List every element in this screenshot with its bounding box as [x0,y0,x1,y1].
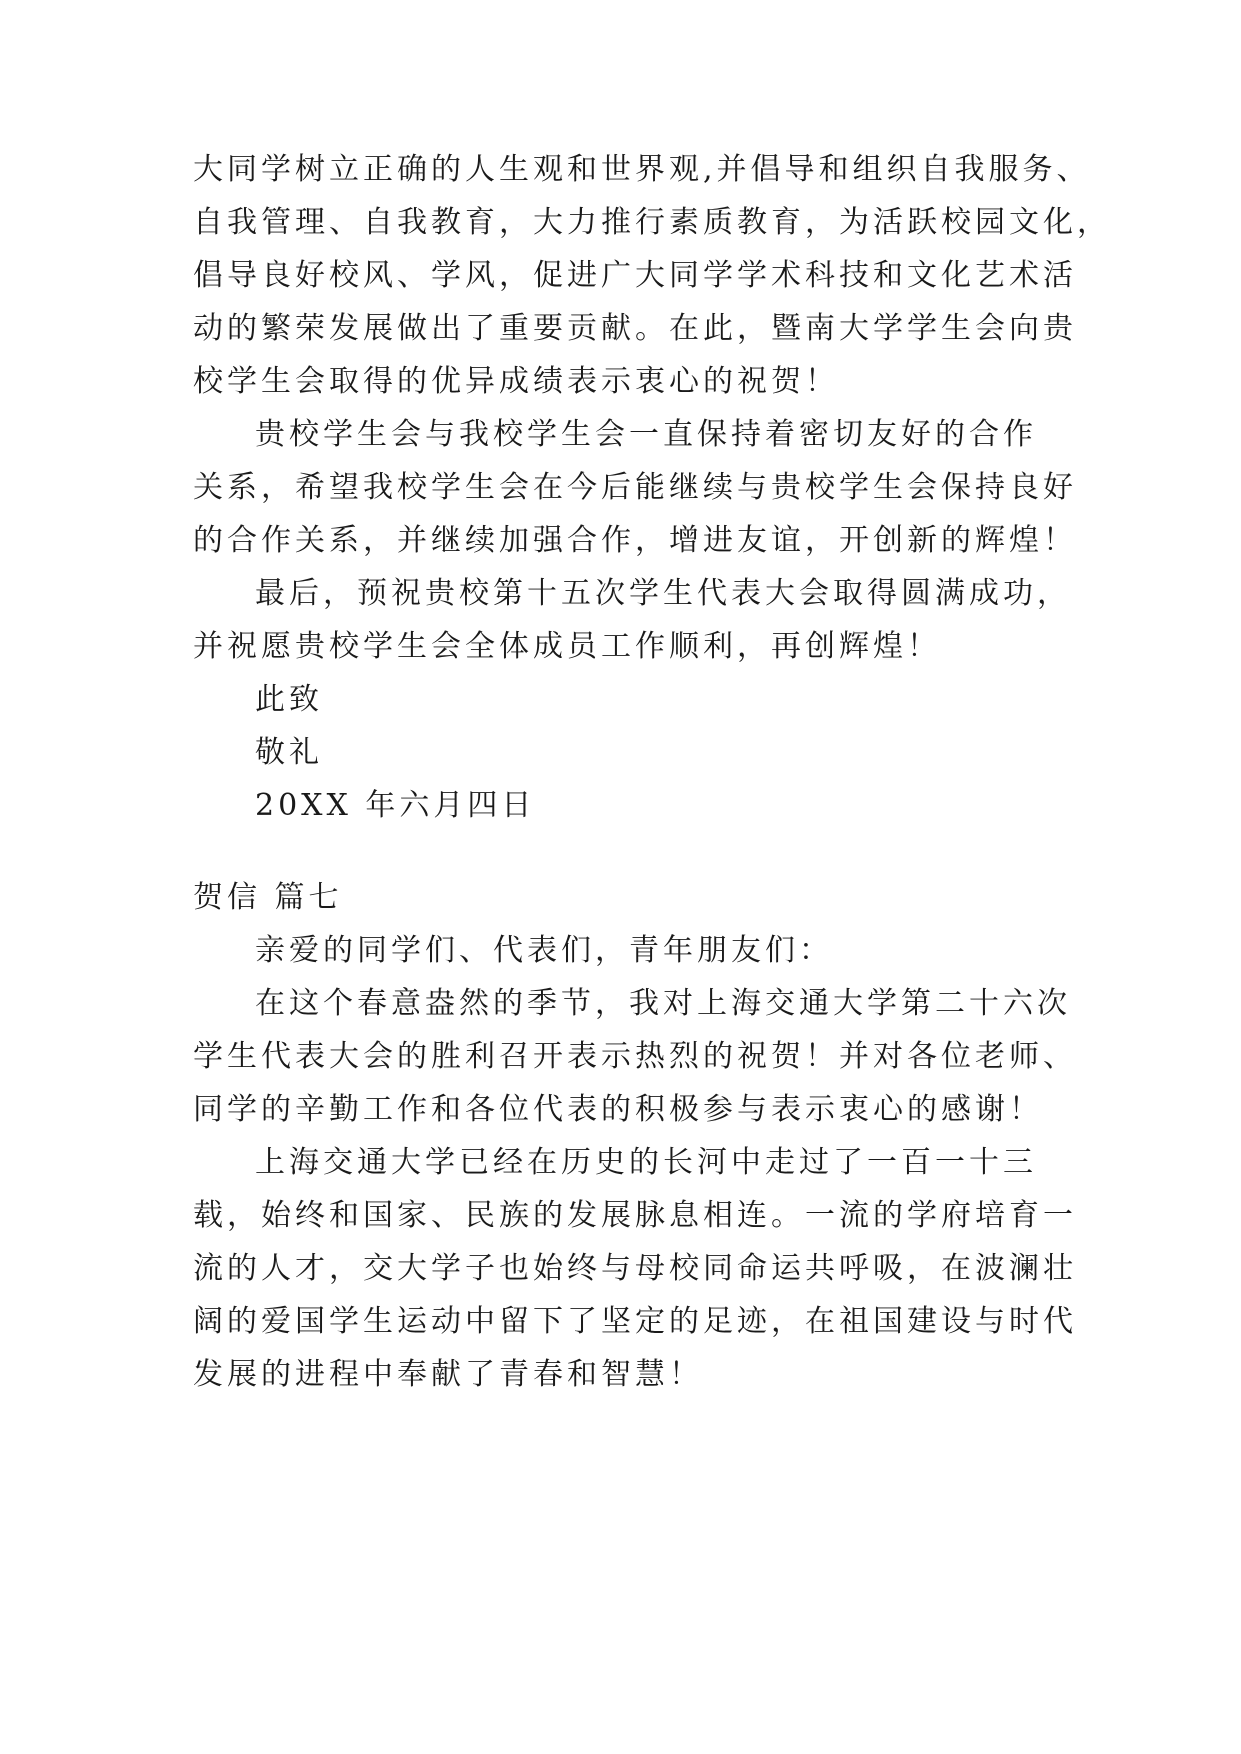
paragraph-line: 阔的爱国学生运动中留下了坚定的足迹，在祖国建设与时代 [193,1304,1077,1339]
paragraph-line: 倡导良好校风、学风，促进广大同学学术科技和文化艺术活 [193,258,1077,293]
paragraph-line: 载，始终和国家、民族的发展脉息相连。一流的学府培育一 [193,1198,1077,1233]
paragraph-line: 动的繁荣发展做出了重要贡献。在此，暨南大学学生会向贵 [193,311,1077,346]
paragraph-line: 的合作关系，并继续加强合作，增进友谊，开创新的辉煌！ [193,523,1077,558]
paragraph-line: 同学的辛勤工作和各位代表的积极参与表示衷心的感谢！ [193,1092,1043,1127]
paragraph-line: 流的人才，交大学子也始终与母校同命运共呼吸，在波澜壮 [193,1251,1077,1286]
paragraph-line: 关系，希望我校学生会在今后能继续与贵校学生会保持良好 [193,470,1077,505]
paragraph-line: 在这个春意盎然的季节，我对上海交通大学第二十六次 [255,986,1071,1021]
paragraph-line: 上海交通大学已经在历史的长河中走过了一百一十三 [255,1145,1037,1180]
closing-salutation: 此致 [255,682,323,717]
letter-greeting: 亲爱的同学们、代表们，青年朋友们： [255,933,833,968]
paragraph-line: 自我管理、自我教育，大力推行素质教育，为活跃校园文化， [193,205,1111,240]
paragraph-line: 学生代表大会的胜利召开表示热烈的祝贺！并对各位老师、 [193,1039,1077,1074]
closing-regards: 敬礼 [255,735,323,770]
paragraph-line: 校学生会取得的优异成绩表示衷心的祝贺！ [193,364,839,399]
letter-date: 20XX 年六月四日 [255,788,536,823]
paragraph-line: 大同学树立正确的人生观和世界观,并倡导和组织自我服务、 [193,152,1091,187]
paragraph-line: 贵校学生会与我校学生会一直保持着密切友好的合作 [255,417,1037,452]
paragraph-line: 最后，预祝贵校第十五次学生代表大会取得圆满成功， [255,576,1071,611]
section-heading: 贺信 篇七 [193,880,343,915]
paragraph-line: 并祝愿贵校学生会全体成员工作顺利，再创辉煌！ [193,629,941,664]
paragraph-line: 发展的进程中奉献了青春和智慧！ [193,1357,703,1392]
